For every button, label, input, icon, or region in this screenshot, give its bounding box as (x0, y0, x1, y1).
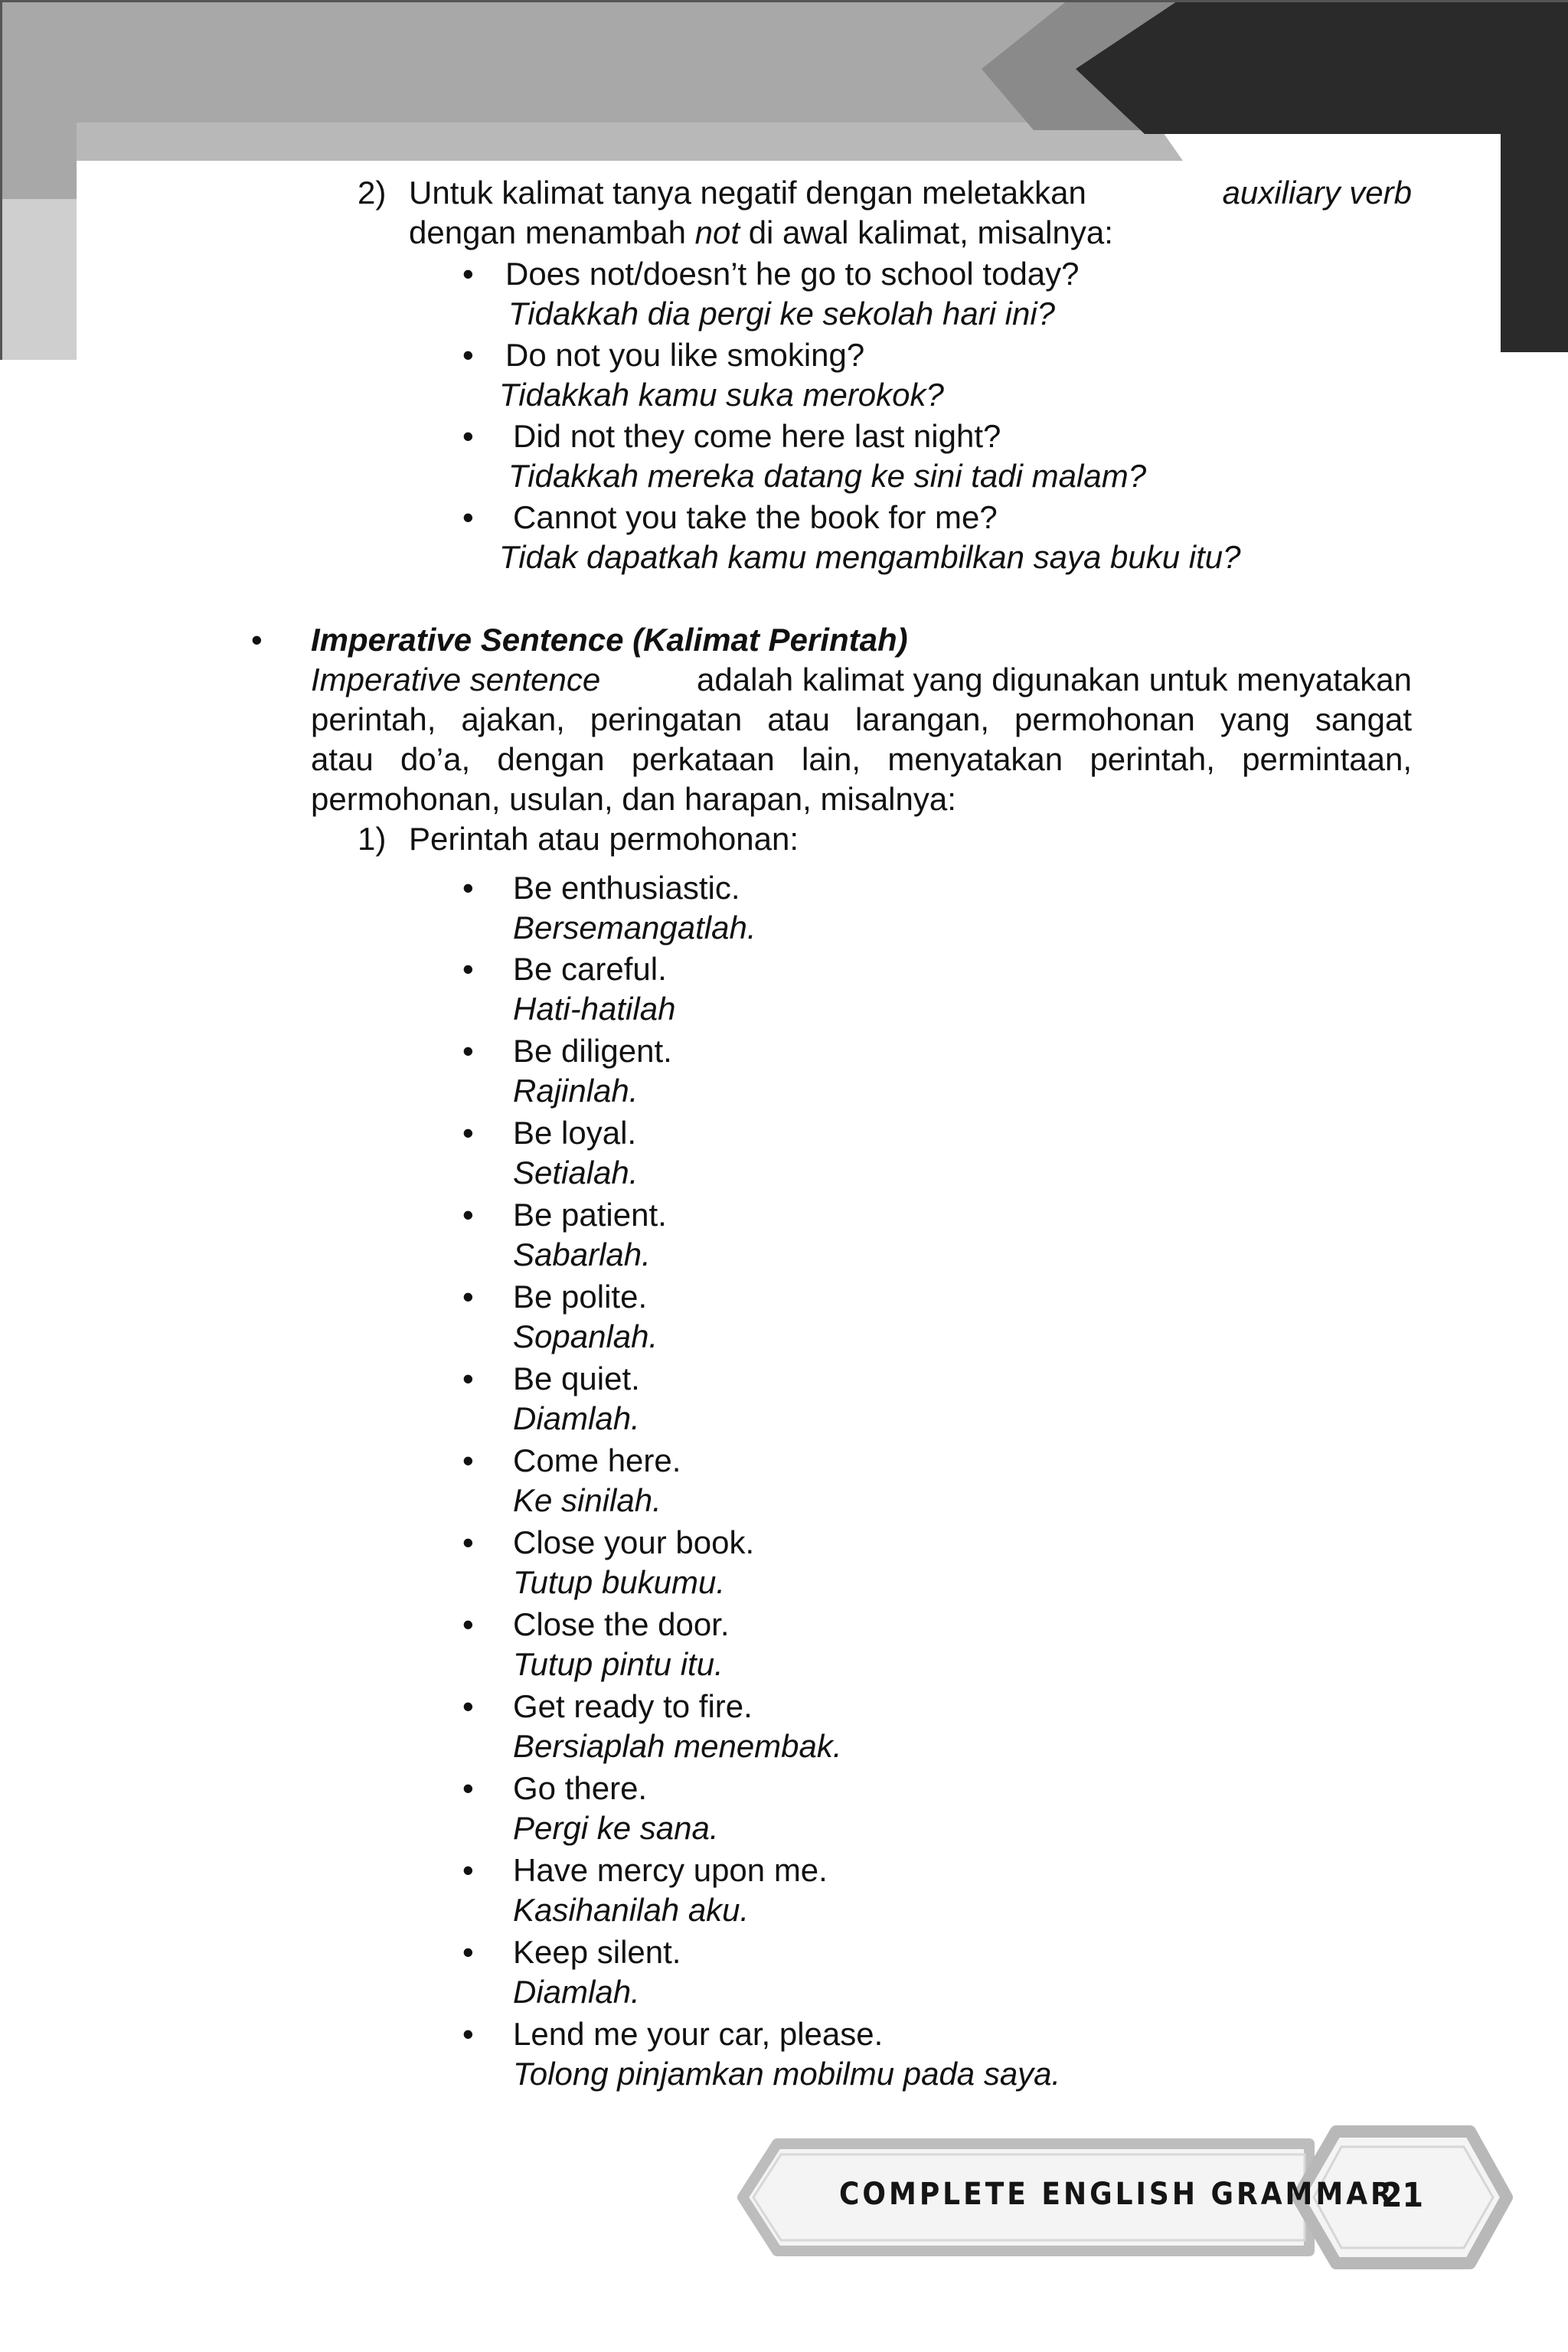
example-translation: Tutup bukumu. (513, 1564, 726, 1600)
bullet-icon: • (462, 1361, 474, 1396)
bullet-icon: • (462, 1688, 474, 1724)
bullet-icon: • (462, 1606, 474, 1642)
term-auxiliary-verb: auxiliary verb (1222, 175, 1412, 211)
example-english: Come here. (513, 1442, 681, 1478)
example-english: Be polite. (513, 1279, 648, 1315)
bullet-icon: • (462, 1033, 474, 1069)
example-translation: Pergi ke sana. (513, 1810, 719, 1846)
definition-line: perintah, ajakan, peringatan atau larangan, permohonan yang sangat (311, 701, 1412, 737)
bullet-icon: • (462, 1279, 474, 1315)
bullet-icon: • (462, 1197, 474, 1233)
paragraph-line (409, 213, 1113, 253)
example-translation: Tidakkah mereka datang ke sini tadi malam? (508, 458, 1147, 494)
example-english: Have mercy upon me. (513, 1852, 828, 1888)
example-english: Keep silent. (513, 1934, 681, 1970)
example-translation: Sopanlah. (513, 1318, 658, 1354)
example-translation: Diamlah. (513, 1974, 640, 2010)
definition-line: atau do’a, dengan perkataan lain, menyatakan perintah, permintaan, (311, 741, 1412, 777)
sub-heading: Perintah atau permohonan: (409, 821, 799, 857)
bullet-icon: • (462, 337, 474, 373)
example-translation: Bersiaplah menembak. (513, 1728, 842, 1764)
bullet-icon: • (462, 2016, 474, 2052)
example-english: Close your book. (513, 1524, 755, 1560)
example-translation: Tidak dapatkah kamu mengambilkan saya buku itu? (499, 539, 1241, 575)
bullet-icon: • (462, 951, 474, 987)
bullet-icon: • (462, 256, 474, 292)
text: adalah kalimat yang digunakan untuk menyatakan (697, 662, 1412, 697)
bullet-icon: • (251, 622, 263, 658)
bullet-icon: • (462, 1852, 474, 1888)
paragraph-line (409, 173, 1412, 213)
example-english: Does not/doesn’t he go to school today? (505, 256, 1080, 292)
example-english: Did not they come here last night? (513, 418, 1001, 454)
example-english: Be careful. (513, 951, 667, 987)
bullet-icon: • (462, 499, 474, 535)
example-english: Lend me your car, please. (513, 2016, 884, 2052)
section-heading: Imperative Sentence (Kalimat Perintah) (311, 622, 908, 658)
example-english: Be quiet. (513, 1361, 640, 1396)
bullet-icon: • (462, 1442, 474, 1478)
example-translation: Ke sinilah. (513, 1482, 662, 1518)
bullet-icon: • (462, 418, 474, 454)
example-translation: Tolong pinjamkan mobilmu pada saya. (513, 2056, 1061, 2092)
item-number: 2) (358, 175, 387, 211)
footer-book-title: COMPLETE ENGLISH GRAMMAR (839, 2177, 1395, 2212)
bullet-icon: • (462, 1115, 474, 1151)
example-english: Be enthusiastic. (513, 870, 740, 906)
example-translation: Diamlah. (513, 1400, 640, 1436)
example-translation: Kasihanilah aku. (513, 1892, 750, 1928)
text: di awal kalimat, misalnya: (748, 214, 1113, 250)
footer-banner (0, 2121, 1568, 2352)
example-english: Be patient. (513, 1197, 667, 1233)
example-translation: Setialah. (513, 1155, 639, 1191)
text-span (409, 173, 1086, 213)
example-english: Be loyal. (513, 1115, 637, 1151)
example-translation: Tutup pintu itu. (513, 1646, 724, 1682)
bullet-icon: • (462, 1934, 474, 1970)
example-english: Be diligent. (513, 1033, 672, 1069)
example-english: Do not you like smoking? (505, 337, 865, 373)
example-translation: Hati-hatilah (513, 991, 676, 1027)
example-translation: Sabarlah. (513, 1236, 651, 1272)
example-translation: Rajinlah. (513, 1073, 639, 1109)
term-not: not (694, 214, 740, 250)
bullet-icon: • (462, 870, 474, 906)
item-number: 1) (358, 821, 387, 857)
bullet-icon: • (462, 1770, 474, 1806)
definition-line: permohonan, usulan, dan harapan, misalnya: (311, 781, 956, 817)
page-number: 21 (1381, 2176, 1424, 2215)
definition-line (311, 660, 1412, 700)
text: Untuk kalimat tanya negatif dengan meletakkan (409, 175, 1086, 211)
example-translation: Bersemangatlah. (513, 910, 756, 946)
example-translation: Tidakkah kamu suka merokok? (499, 377, 944, 413)
example-english: Cannot you take the book for me? (513, 499, 998, 535)
example-translation: Tidakkah dia pergi ke sekolah hari ini? (508, 296, 1056, 332)
term-imperative-sentence: Imperative sentence (311, 662, 601, 697)
bullet-icon: • (462, 1524, 474, 1560)
text: dengan menambah (409, 214, 686, 250)
example-english: Close the door. (513, 1606, 730, 1642)
example-english: Get ready to fire. (513, 1688, 753, 1724)
example-english: Go there. (513, 1770, 648, 1806)
